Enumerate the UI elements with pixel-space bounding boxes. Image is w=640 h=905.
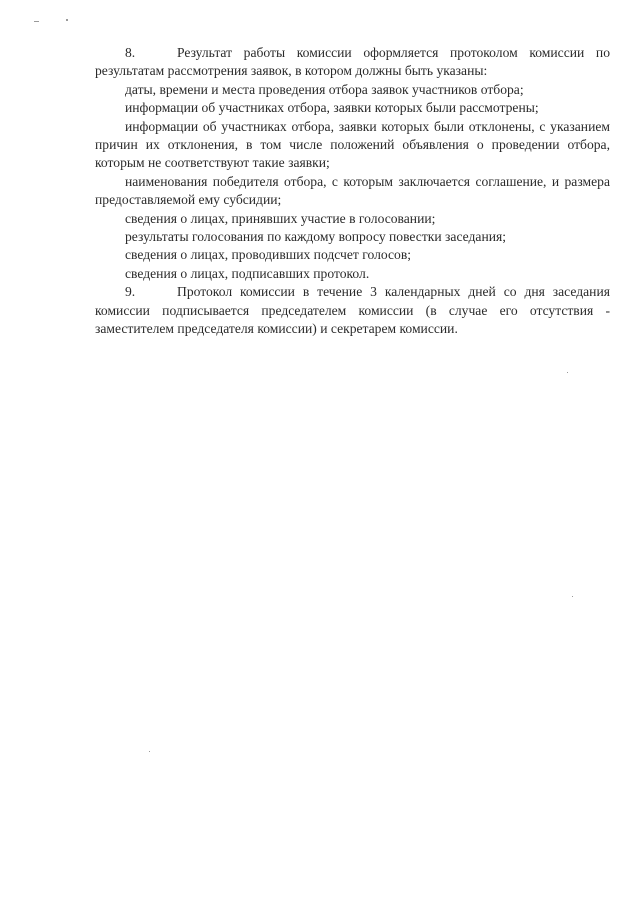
list-item: информации об участниках отбора, заявки которых были отклонены, с указанием причин их отклонения, в том числе положений объявления о проведении отбора, которым не соответствуют такие заявки; — [95, 118, 610, 171]
scan-speck — [66, 19, 68, 21]
list-item: сведения о лицах, подписавших протокол. — [125, 265, 370, 281]
document-body — [95, 44, 610, 339]
scan-speck — [572, 596, 573, 597]
list-item: даты, времени и места проведения отбора заявок участников отбора; — [125, 81, 524, 97]
paragraph-item-9 — [95, 283, 610, 338]
paragraph-item-8 — [95, 44, 610, 81]
scan-speck — [149, 751, 150, 752]
list-item: сведения о лицах, принявших участие в голосовании; — [125, 210, 436, 226]
list-item: наименования победителя отбора, с которым заключается соглашение, и размера предоставляемой ему субсидии; — [95, 173, 610, 208]
scan-speck — [34, 21, 39, 22]
list-item: информации об участниках отбора, заявки которых были рассмотрены; — [125, 100, 539, 116]
list-item: сведения о лицах, проводивших подсчет голосов; — [125, 247, 412, 263]
item-number: 8. — [125, 45, 136, 60]
scan-speck — [567, 372, 568, 373]
list-item: результаты голосования по каждому вопросу повестки заседания; — [125, 229, 507, 245]
paragraph-text: Результат работы комиссии оформляется протоколом комиссии по результатам рассмотрения заявок, в котором должны быть указаны: — [95, 45, 610, 79]
item-number: 9. — [125, 284, 136, 300]
paragraph-text: Протокол комиссии в течение 3 календарных дней со дня заседания комиссии подписывается председателем комиссии (в случае его отсутствия - заместителем председателя комиссии) и секретарем комиссии. — [95, 284, 610, 337]
